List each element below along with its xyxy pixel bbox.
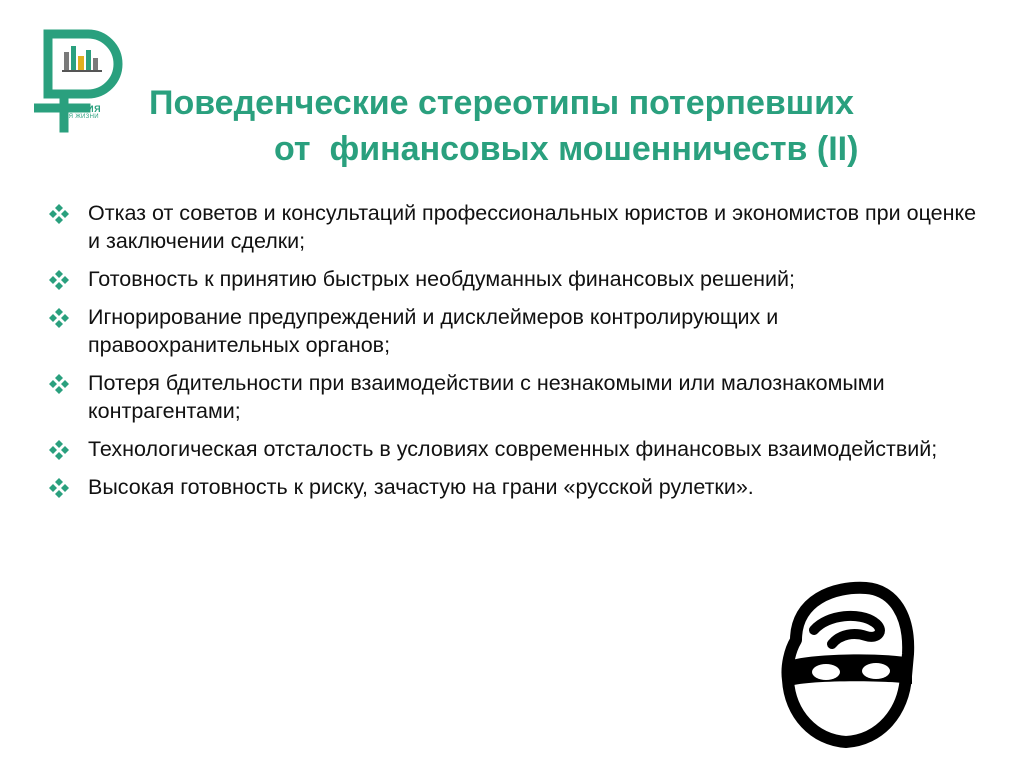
slide-title-line-1: Поведенческие стереотипы потерпевших — [149, 84, 854, 122]
logo-brand-text: ЗНАНИЯ — [60, 104, 102, 114]
logo-text — [60, 104, 110, 121]
list-item — [48, 435, 988, 463]
bullet-text: Готовность к принятию быстрых необдуманных финансовых решений; — [88, 267, 796, 291]
diamond-cluster-icon — [48, 439, 70, 461]
diamond-cluster-icon — [48, 269, 70, 291]
bullet-text: Игнорирование предупреждений и дисклеймеров контролирующих и правоохранительных органов; — [88, 305, 779, 357]
masked-thief-icon — [774, 580, 918, 750]
list-item — [48, 473, 988, 501]
diamond-cluster-icon — [48, 307, 70, 329]
slide-title — [140, 80, 1000, 172]
bullet-text: Отказ от советов и консультаций профессиональных юристов и экономистов при оценке и заключении сделки; — [88, 201, 977, 253]
list-item — [48, 265, 988, 293]
logo — [34, 28, 130, 134]
logo-brand-subtext: ДЛЯ ЖИЗНИ — [60, 114, 99, 120]
bullet-list — [48, 199, 988, 511]
list-item — [48, 369, 988, 425]
bullet-text: Высокая готовность к риску, зачастую на грани «русской рулетки». — [88, 475, 754, 499]
list-item — [48, 199, 988, 255]
bullet-text: Потеря бдительности при взаимодействии с незнакомыми или малознакомыми контрагентами; — [88, 371, 885, 423]
slide-title-line-2: от финансовых мошенничеств (II) — [274, 130, 859, 168]
diamond-cluster-icon — [48, 373, 70, 395]
bullet-text: Технологическая отсталость в условиях современных финансовых взаимодействий; — [88, 437, 938, 461]
diamond-cluster-icon — [48, 477, 70, 499]
diamond-cluster-icon — [48, 203, 70, 225]
list-item — [48, 303, 988, 359]
